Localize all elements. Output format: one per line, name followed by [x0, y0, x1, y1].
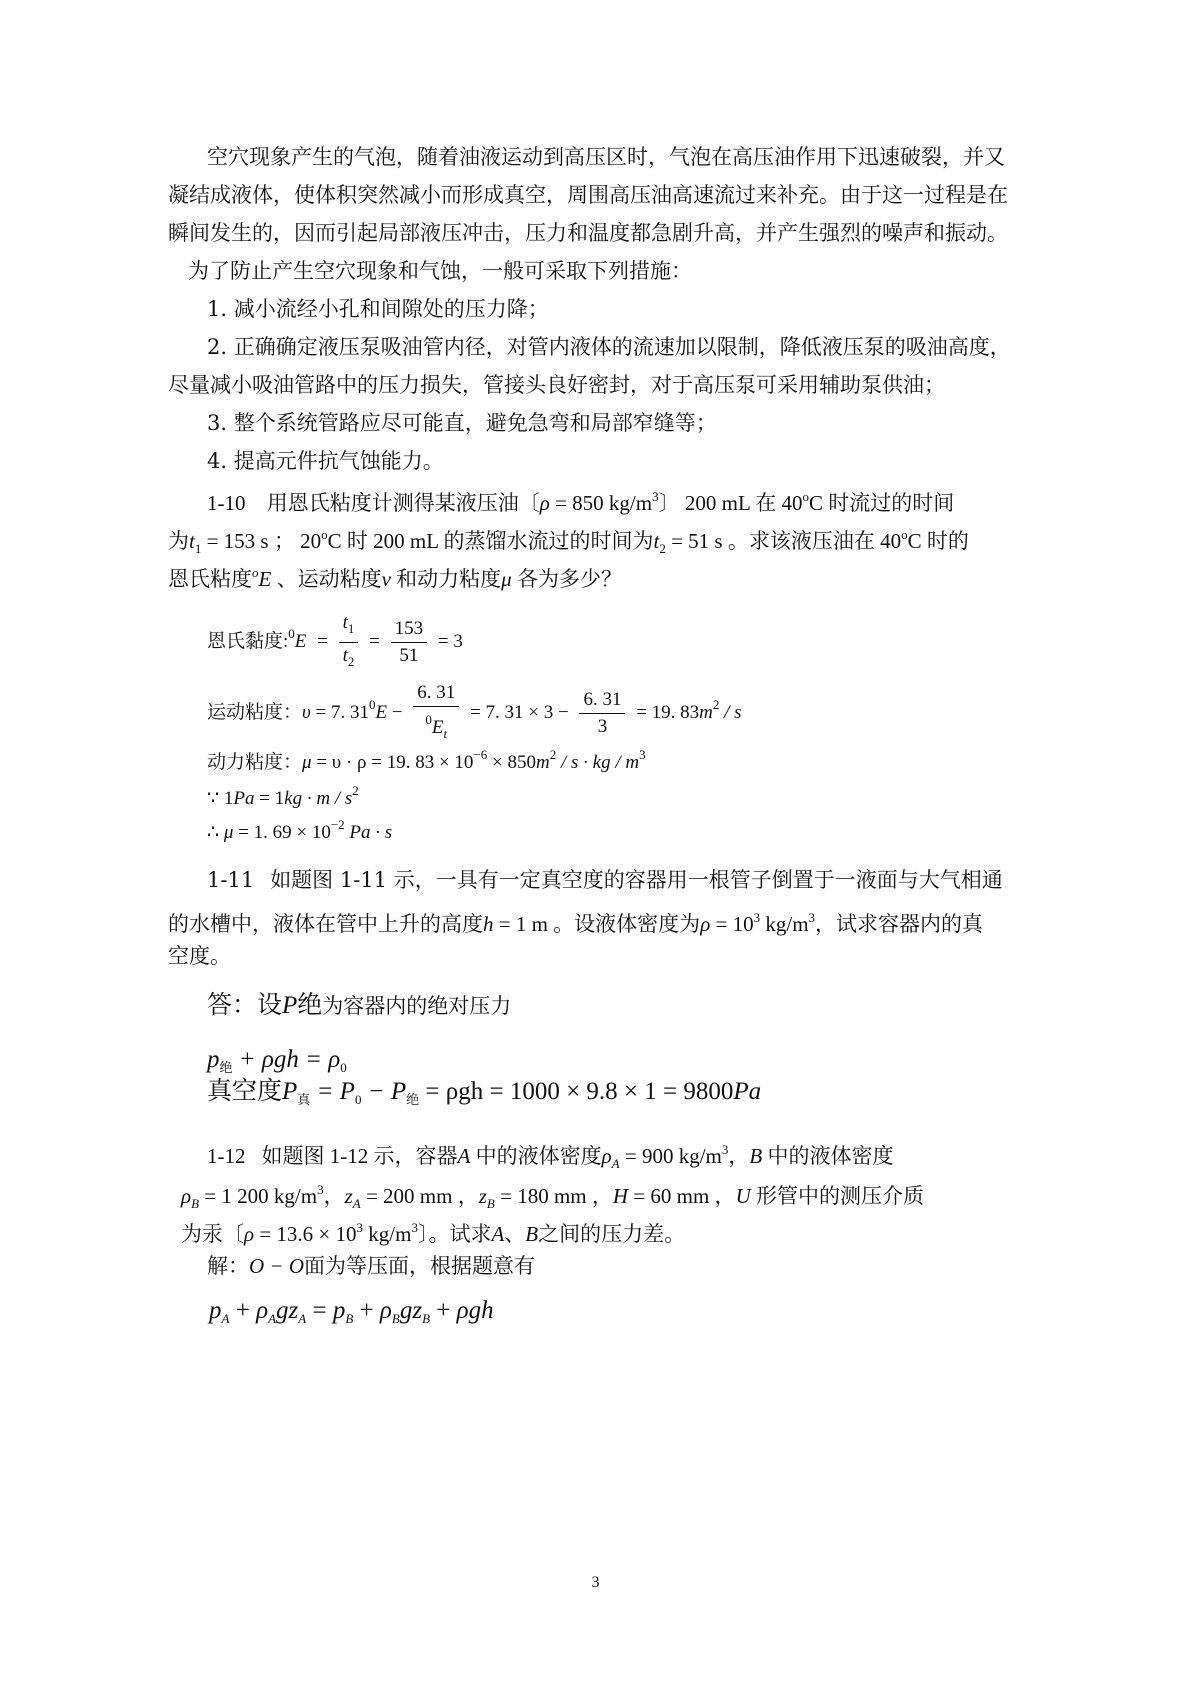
text: C 时的 [907, 529, 969, 553]
plus: + [430, 1297, 457, 1324]
superscript: o [252, 565, 259, 580]
text: 形管中的测压介质 [750, 1184, 924, 1208]
subscript: B [422, 1311, 431, 1326]
text: / s · kg / m [556, 752, 640, 773]
A-symbol: A [491, 1222, 505, 1246]
superscript: 3 [639, 747, 646, 762]
text: 为汞〔 [181, 1222, 244, 1246]
subscript: B [391, 1311, 400, 1326]
dynamic-viscosity-formula [207, 740, 646, 778]
B-symbol: B [525, 1222, 539, 1246]
mu-result [207, 810, 392, 848]
mu-symbol: μ [501, 567, 512, 591]
text: − P [361, 1078, 407, 1105]
subscript: B [191, 1196, 200, 1211]
rho-symbol: ρ [379, 1297, 392, 1324]
text: 的水槽中，液体在管中上升的高度 [168, 912, 483, 936]
text: = 1 200 kg/m [199, 1184, 318, 1208]
text: = 7. 31 [315, 701, 369, 723]
superscript: 3 [721, 1142, 729, 1157]
text: 面为等压面，根据题意有 [304, 1254, 536, 1278]
text: = P [310, 1078, 355, 1105]
text: = 1 m 。设液体密度为 [493, 912, 701, 936]
rho-symbol: ρ [700, 912, 711, 936]
text: = ρgh = 1000 × 9.8 × 1 = 9800 [419, 1078, 734, 1105]
text: = 850 kg/m [549, 491, 653, 515]
nu-symbol: v [381, 567, 391, 591]
superscript: −6 [473, 747, 488, 762]
t-symbol: t [342, 612, 348, 633]
rho-symbol: ρ [244, 1222, 255, 1246]
superscript: o [321, 527, 328, 542]
text: 如题图 1-11 示，一具有一定真空度的容器用一根管子倒置于一液面与大气相通 [270, 868, 1003, 892]
text: + ρgh = ρ [232, 1046, 341, 1073]
subscript: A [352, 1196, 361, 1211]
text: 、运动粘度 [271, 567, 382, 591]
text: ∵ 1 [207, 788, 234, 809]
subscript: 0 [340, 1060, 347, 1075]
rho-symbol: ρ [256, 1297, 269, 1324]
superscript: 3 [652, 489, 659, 504]
text: C 时 200 mL 的蒸馏水流过的时间为 [327, 529, 654, 553]
label: 运动粘度： [207, 701, 303, 723]
text: = 1. 69 × 10 [233, 822, 331, 843]
text: ， [323, 1184, 345, 1208]
text: = 900 kg/m [619, 1144, 722, 1168]
text: 中的液体密度 [470, 1144, 602, 1168]
subscript: t [443, 726, 448, 741]
text: = 13.6 × 10 [254, 1222, 357, 1246]
minus: − [391, 701, 403, 723]
list-item: 4. 提高元件抗气蚀能力。 [207, 449, 444, 473]
subscript: A [268, 1311, 277, 1326]
paragraph-line: 凝结成液体，使体积突然减小而形成真空，周围高压油高速流过来补充。由于这一过程是在 [168, 183, 1008, 207]
label: 动力粘度： [207, 752, 303, 773]
denominator: 51 [399, 645, 419, 666]
rho-symbol: ρ [539, 491, 550, 515]
superscript: 3 [356, 1220, 364, 1235]
superscript: o [802, 489, 809, 504]
P-symbol: P [282, 992, 298, 1019]
text: kg/m [760, 912, 809, 936]
z-symbol: z [344, 1184, 353, 1208]
h-symbol: h [483, 912, 494, 936]
z-symbol: z [412, 1297, 423, 1324]
subscript: 0 [354, 1092, 362, 1107]
subscript: 绝 [406, 1092, 420, 1107]
text: · m / s [302, 788, 353, 809]
superscript: 0 [288, 625, 295, 641]
text: = 10 [710, 912, 754, 936]
list-item-continuation: 尽量减小吸油管路中的压力损失，管接头良好密封，对于高压泵可采用辅助泵供油； [168, 373, 945, 397]
unit: Pa [733, 1078, 762, 1105]
rho-symbol: ρ [601, 1144, 612, 1168]
text: 恩氏粘度 [168, 567, 252, 591]
numerator: 6. 31 [579, 687, 625, 714]
text: 为 [168, 529, 189, 553]
subscript: 真 [297, 1092, 311, 1107]
solution-1-12-intro [207, 1251, 535, 1281]
text: = 60 mm ， [628, 1184, 736, 1208]
subscript: 绝 [219, 1060, 233, 1075]
upsilon-symbol: υ [302, 701, 311, 723]
superscript: 0 [425, 712, 432, 727]
O-O-symbol: O − O [249, 1254, 305, 1278]
subscript: 1 [347, 621, 355, 636]
subscript: 2 [347, 654, 355, 669]
subscript: B [486, 1196, 495, 1211]
text: Pa · s [344, 822, 393, 843]
problem-1-11-line-3: 空度。 [168, 944, 231, 968]
text: 、 [504, 1222, 526, 1246]
equals: = [317, 630, 328, 652]
t-symbol: t [189, 529, 195, 553]
mu-symbol: μ [302, 752, 312, 773]
text: ρgh [456, 1297, 494, 1324]
pressure-balance-equation [209, 1296, 494, 1334]
text: = 51 s 。求该液压油在 40 [665, 529, 902, 553]
m-symbol: m [699, 701, 713, 723]
text: 答：设 [207, 992, 283, 1019]
text: 各为多少？ [511, 567, 622, 591]
g-symbol: g [399, 1297, 413, 1324]
numerator: 6. 31 [413, 680, 459, 707]
result: = 3 [437, 630, 463, 652]
problem-1-10-line-1 [207, 482, 954, 518]
text: = 153 s ； 20 [201, 529, 322, 553]
fraction-153-51 [391, 616, 428, 669]
label: 真空度 [207, 1078, 283, 1105]
text: 〕。试求 [417, 1222, 492, 1246]
subscript: 2 [659, 541, 666, 556]
problem-number: 1-11 [207, 868, 255, 892]
P-symbol: P [282, 1078, 298, 1105]
text: ，试求容器内的真 [815, 912, 984, 936]
t-symbol: t [342, 645, 348, 666]
fraction-631-E [413, 680, 459, 747]
z-symbol: z [288, 1297, 299, 1324]
list-item: 2. 正确确定液压泵吸油管内径，对管内液体的流速加以限制，降低液压泵的吸油高度， [207, 335, 1011, 359]
text: 如题图 1-12 示，容器 [261, 1144, 458, 1168]
E-symbol: E [431, 717, 444, 738]
fraction-t1-t2 [339, 610, 359, 675]
equals: = [306, 1297, 333, 1324]
text: ∴ [207, 822, 220, 843]
subscript: B [345, 1311, 354, 1326]
list-item: 3. 整个系统管路应尽可能直，避免急弯和局部窄缝等； [207, 411, 717, 435]
superscript: 3 [753, 910, 761, 925]
problem-number: 1-10 [207, 491, 246, 515]
superscript: 2 [352, 783, 359, 798]
text: 中的液体密度 [762, 1144, 894, 1168]
U-symbol: U [735, 1184, 751, 1208]
superscript: 2 [712, 696, 720, 712]
answer-1-11-heading [207, 991, 511, 1021]
paragraph-line: 空穴现象产生的气泡，随着油液运动到高压区时，气泡在高压油作用下迅速破裂，并又 [207, 145, 1005, 169]
text: 绝 [297, 992, 323, 1019]
label: 解： [207, 1254, 249, 1278]
text: = 19. 83 [636, 701, 700, 723]
g-symbol: g [276, 1297, 289, 1324]
H-symbol: H [612, 1184, 629, 1208]
text: = 1 [254, 788, 285, 809]
superscript: 3 [411, 1220, 418, 1235]
text: = 7. 31 × 3 − [470, 701, 569, 723]
paragraph-line: 为了防止产生空穴现象和气蚀，一般可采取下列措施： [188, 259, 692, 283]
text: 为容器内的绝对压力 [322, 994, 512, 1018]
text: = 180 mm ， [494, 1184, 613, 1208]
text: kg/m [363, 1222, 412, 1246]
B-symbol: B [749, 1144, 763, 1168]
denominator: 3 [597, 716, 608, 737]
superscript: 3 [808, 910, 816, 925]
unit: kg [284, 788, 303, 809]
fraction-631-3 [579, 687, 625, 740]
text: ， [728, 1144, 750, 1168]
plus: + [353, 1297, 380, 1324]
text: 之间的压力差。 [538, 1222, 686, 1246]
problem-1-12-line-1 [207, 1135, 893, 1179]
text: = υ · ρ = 19. 83 × 10 [316, 752, 474, 773]
superscript: 0 [368, 696, 376, 712]
numerator: 153 [391, 616, 428, 643]
problem-number: 1-12 [207, 1144, 246, 1168]
paragraph-line: 瞬间发生的，因而引起局部液压冲击，压力和温度都急剧升高，并产生强烈的噪声和振动。 [168, 221, 1008, 245]
problem-1-12-line-3 [181, 1213, 685, 1249]
p-symbol: p [207, 1046, 220, 1073]
pascal-definition [207, 776, 359, 814]
equals: = [369, 630, 380, 652]
text: = 200 mm ， [360, 1184, 479, 1208]
mu-symbol: μ [223, 822, 234, 843]
subscript: A [298, 1311, 307, 1326]
t-symbol: t [653, 529, 660, 553]
label: 恩氏黏度: [207, 630, 289, 652]
plus: + [229, 1297, 257, 1324]
E-symbol: E [375, 701, 388, 723]
engler-viscosity-formula [207, 610, 463, 675]
subscript: A [221, 1311, 230, 1326]
z-symbol: z [478, 1184, 487, 1208]
rho-symbol: ρ [181, 1184, 192, 1208]
A-symbol: A [457, 1144, 471, 1168]
list-item: 1. 减小流经小孔和间隙处的压力降； [207, 297, 549, 321]
text: × 850 [487, 752, 536, 773]
problem-1-11-line-2 [168, 903, 983, 939]
text: 和动力粘度 [390, 567, 502, 591]
text: / s [719, 701, 742, 723]
m-symbol: m [536, 752, 550, 773]
problem-1-10-line-3 [168, 558, 622, 594]
page-number: 3 [591, 1574, 600, 1591]
p-symbol: p [332, 1297, 346, 1324]
unit: Pa [233, 788, 255, 809]
problem-1-11-line-1 [207, 865, 1003, 895]
superscript: −2 [330, 817, 345, 832]
E-symbol: E [294, 630, 307, 652]
text: 〕 200 mL 在 40 [658, 491, 803, 515]
subscript: 1 [194, 541, 202, 556]
p-symbol: p [209, 1297, 222, 1324]
superscript: 3 [317, 1182, 324, 1197]
superscript: 2 [549, 747, 557, 762]
text: C 时流过的时间 [809, 491, 955, 515]
kinematic-viscosity-formula [207, 680, 742, 747]
vacuum-degree-equation [207, 1077, 761, 1115]
text: 用恩氏粘度计测得某液压油〔 [266, 491, 540, 515]
subscript: A [611, 1156, 620, 1171]
superscript: o [901, 527, 908, 542]
E-symbol: E [258, 567, 272, 591]
